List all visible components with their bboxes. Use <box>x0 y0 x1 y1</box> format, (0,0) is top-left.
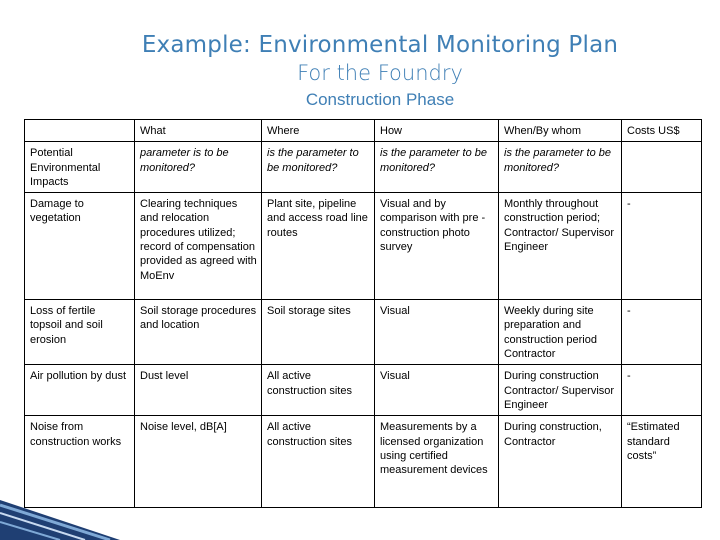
what-cell: Clearing techniques and relocation procedures utilized; record of compensation provided as agreed with MoEnv <box>135 193 262 300</box>
when-cell: During construction, Contractor <box>499 416 622 508</box>
header-cell-where: Where <box>262 120 375 142</box>
how-cell: Visual <box>375 365 499 416</box>
what-cell: parameter is to be monitored? <box>135 142 262 193</box>
header-cell-what: What <box>135 120 262 142</box>
what-cell: Noise level, dB[A] <box>135 416 262 508</box>
impact-cell: Potential Environmental Impacts <box>25 142 135 193</box>
how-cell: is the parameter to be monitored? <box>375 142 499 193</box>
costs-cell: “Estimated standard costs” <box>622 416 702 508</box>
corner-decoration-graphic <box>0 450 120 540</box>
costs-cell: - <box>622 300 702 365</box>
phase-heading: Construction Phase <box>305 90 455 109</box>
monitoring-plan-table <box>24 119 702 508</box>
costs-cell: - <box>622 365 702 416</box>
costs-cell: - <box>622 193 702 300</box>
table-row <box>25 365 702 416</box>
impact-cell: Loss of fertile topsoil and soil erosion <box>25 300 135 365</box>
table-row <box>25 416 702 508</box>
header-cell-blank <box>25 120 135 142</box>
where-cell: Plant site, pipeline and access road line routes <box>262 193 375 300</box>
how-cell: Measurements by a licensed organization using certified measurement devices <box>375 416 499 508</box>
page-subtitle: For the Foundry <box>297 61 463 85</box>
table-header-row <box>25 120 702 142</box>
what-cell: Dust level <box>135 365 262 416</box>
impact-cell: Noise from construction works <box>25 416 135 508</box>
table-row <box>25 142 702 193</box>
table-row <box>25 300 702 365</box>
page-title: Example: Environmental Monitoring Plan <box>141 32 619 58</box>
how-cell: Visual <box>375 300 499 365</box>
where-cell: All active construction sites <box>262 365 375 416</box>
impact-cell: Air pollution by dust <box>25 365 135 416</box>
when-cell: During construction Contractor/ Supervisor Engineer <box>499 365 622 416</box>
when-cell: Monthly throughout construction period; Contractor/ Supervisor Engineer <box>499 193 622 300</box>
what-cell: Soil storage procedures and location <box>135 300 262 365</box>
header-cell-how: How <box>375 120 499 142</box>
how-cell: Visual and by comparison with pre -construction photo survey <box>375 193 499 300</box>
when-cell: Weekly during site preparation and construction period Contractor <box>499 300 622 365</box>
where-cell: Soil storage sites <box>262 300 375 365</box>
when-cell: is the parameter to be monitored? <box>499 142 622 193</box>
costs-cell <box>622 142 702 193</box>
table-row <box>25 193 702 300</box>
header-cell-when: When/By whom <box>499 120 622 142</box>
impact-cell: Damage to vegetation <box>25 193 135 300</box>
header-cell-costs: Costs US$ <box>622 120 702 142</box>
where-cell: is the parameter to be monitored? <box>262 142 375 193</box>
where-cell: All active construction sites <box>262 416 375 508</box>
